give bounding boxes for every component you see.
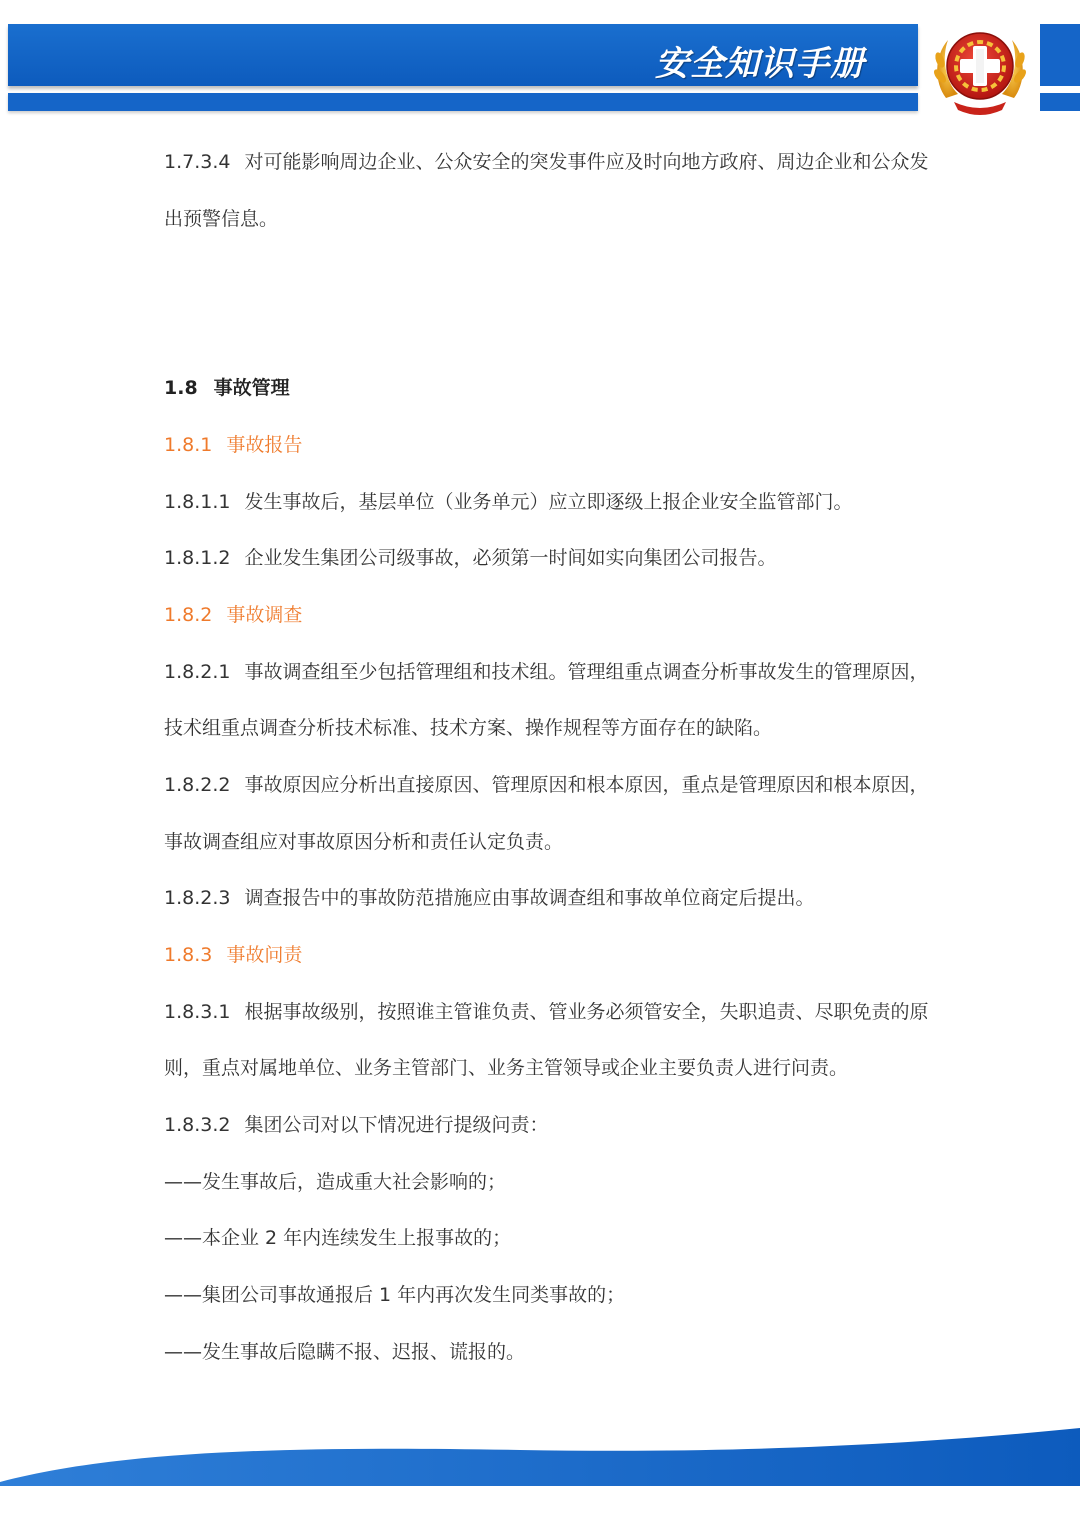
- subsection-title: 事故调查: [226, 604, 303, 626]
- section-number: 1.8: [164, 377, 198, 399]
- header-underline-bar: [8, 93, 918, 111]
- section-heading-1-8: [164, 376, 290, 400]
- list-item: [164, 1340, 525, 1364]
- list-item-text: ——发生事故后，造成重大社会影响的；: [164, 1171, 507, 1193]
- paragraph-1-8-1-2: [164, 546, 777, 570]
- header-title: 安全知识手册: [655, 44, 865, 84]
- clause-text: 则，重点对属地单位、业务主管部门、业务主管领导或企业主要负责人进行问责。: [164, 1057, 849, 1079]
- header-right-bar: [1040, 24, 1080, 86]
- clause-number: 1.8.2.2: [164, 774, 231, 796]
- clause-number: 1.8.2.1: [164, 661, 231, 683]
- list-item: [164, 1283, 625, 1307]
- clause-text: 企业发生集团公司级事故，必须第一时间如实向集团公司报告。: [244, 547, 777, 569]
- paragraph-continuation: [164, 207, 278, 231]
- subsection-heading-1-8-2: [164, 603, 302, 627]
- list-item-text: ——本企业 2 年内连续发生上报事故的；: [164, 1227, 512, 1249]
- clause-text: 技术组重点调查分析技术标准、技术方案、操作规程等方面存在的缺陷。: [164, 717, 773, 739]
- subsection-number: 1.8.3: [164, 944, 213, 966]
- paragraph-1-8-2-1: [164, 660, 929, 684]
- paragraph-1-8-2-2: [164, 773, 929, 797]
- paragraph-1-8-2-3: [164, 886, 815, 910]
- clause-number: 1.8.1.2: [164, 547, 231, 569]
- clause-number: 1.8.1.1: [164, 491, 231, 513]
- clause-text: 对可能影响周边企业、公众安全的突发事件应及时向地方政府、周边企业和公众发: [244, 151, 929, 173]
- footer-wave-decoration: [0, 1420, 1080, 1527]
- section-title: 事故管理: [213, 377, 290, 399]
- header-right-underline: [1040, 93, 1080, 111]
- paragraph-1-8-3-2: [164, 1113, 549, 1137]
- paragraph-continuation: [164, 716, 772, 740]
- paragraph-continuation: [164, 1056, 848, 1080]
- paragraph-1-8-1-1: [164, 490, 853, 514]
- clause-text: 出预警信息。: [164, 208, 279, 230]
- clause-number: 1.8.3.1: [164, 1001, 231, 1023]
- clause-text: 根据事故级别，按照谁主管谁负责、管业务必须管安全，失职追责、尽职免责的原: [244, 1001, 929, 1023]
- paragraph-1-7-3-4: [164, 150, 929, 174]
- list-item: [164, 1170, 506, 1194]
- clause-text: 调查报告中的事故防范措施应由事故调查组和事故单位商定后提出。: [244, 887, 815, 909]
- clause-text: 事故调查组至少包括管理组和技术组。管理组重点调查分析事故发生的管理原因，: [244, 661, 929, 683]
- clause-number: 1.8.2.3: [164, 887, 231, 909]
- subsection-heading-1-8-1: [164, 433, 302, 457]
- clause-text: 集团公司对以下情况进行提级问责：: [244, 1114, 549, 1136]
- paragraph-1-8-3-1: [164, 1000, 929, 1024]
- list-item-text: ——发生事故后隐瞒不报、迟报、谎报的。: [164, 1341, 526, 1363]
- subsection-title: 事故问责: [226, 944, 303, 966]
- clause-text: 事故调查组应对事故原因分析和责任认定负责。: [164, 831, 564, 853]
- subsection-number: 1.8.2: [164, 604, 213, 626]
- clause-number: 1.7.3.4: [164, 151, 231, 173]
- safety-cross-emblem-icon: [928, 20, 1032, 118]
- list-item-text: ——集团公司事故通报后 1 年内再次发生同类事故的；: [164, 1284, 626, 1306]
- clause-text: 发生事故后，基层单位（业务单元）应立即逐级上报企业安全监管部门。: [244, 491, 853, 513]
- subsection-heading-1-8-3: [164, 943, 302, 967]
- subsection-number: 1.8.1: [164, 434, 213, 456]
- clause-text: 事故原因应分析出直接原因、管理原因和根本原因，重点是管理原因和根本原因，: [244, 774, 929, 796]
- clause-number: 1.8.3.2: [164, 1114, 231, 1136]
- list-item: [164, 1226, 511, 1250]
- subsection-title: 事故报告: [226, 434, 303, 456]
- paragraph-continuation: [164, 830, 563, 854]
